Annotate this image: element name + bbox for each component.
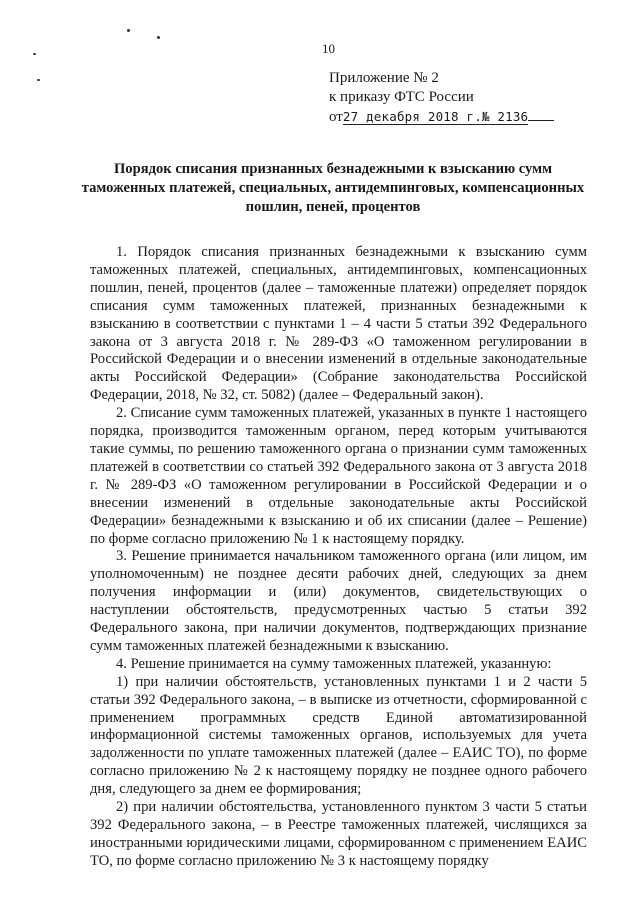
scan-speck: [37, 79, 40, 81]
appendix-date-line: [329, 107, 554, 127]
appendix-date: 27 декабря 2018 г.: [342, 109, 482, 124]
appendix-title: Приложение № 2: [329, 70, 439, 86]
title-line-1: Порядок списания признанных безнадежными к взысканию сумм: [113, 161, 553, 177]
paragraph-1: 1. Порядок списания признанных безнадежными к взысканию сумм таможенных платежей, специальных, антидемпинговых, компенсационных пошлин, пеней, процентов (далее – таможенные платежи) определяет порядок списания сумм таможенных платежей, признанных безнадежными к взысканию в соответствии с пунктами 1 – 4 части 5 статьи 392 Федерального закона от 3 августа 2018 г. № 289-ФЗ «О таможенном регулировании в Российской Федерации и о внесении изменений в отдельные законодательные акты Российской Федерации» (Собрание законодательства Российской Федерации, 2018, № 32, ст. 5082) (далее – Федеральный закон).: [90, 244, 587, 404]
page-number: 10: [322, 41, 335, 56]
appendix-block: [329, 69, 554, 127]
title-line-2: таможенных платежей, специальных, антидемпинговых, компенсационных: [81, 180, 585, 196]
appendix-order-ref: к приказу ФТС России: [329, 89, 474, 105]
paragraph-4: 4. Решение принимается на сумму таможенных платежей, указанную:: [116, 655, 552, 672]
title-line-3: пошлин, пеней, процентов: [245, 199, 421, 215]
paragraph-3: 3. Решение принимается начальником таможенного органа (или лицом, им уполномоченным) не позднее десяти рабочих дней, следующих за днем получения информации и (или) документов, свидетельствующих о наступлении обстоятельств, предусмотренных частью 5 статьи 392 Федерального закона, при наличии документов, подтверждающих признание сумм таможенных платежей безнадежными к взысканию.: [90, 548, 587, 654]
appendix-date-prefix: от: [329, 109, 343, 125]
paragraph-4-item-1: 1) при наличии обстоятельств, установленных пунктами 1 и 2 части 5 статьи 392 Федерального закона, – в выписке из отчетности, сформированной с применением программных средств Единой автоматизированной информационной системы таможенных органов, используемых для учета задолженности по уплате таможенных платежей (далее – ЕАИС ТО), по форме согласно приложению № 2 к настоящему порядку не позднее одного рабочего дня, следующего за днем ее формирования;: [90, 673, 587, 798]
scan-speck: [157, 36, 160, 39]
scan-speck: [127, 29, 130, 32]
document-title: [80, 160, 586, 217]
scan-speck: [33, 53, 36, 55]
document-body: [90, 244, 587, 871]
paragraph-2: 2. Списание сумм таможенных платежей, указанных в пункте 1 настоящего порядка, производится таможенным органом, перед которым учитываются такие суммы, по решению таможенного органа о признании сумм таможенных платежей в соответствии со статьей 392 Федерального закона от 3 августа 2018 г. № 289-ФЗ «О таможенном регулировании в Российской Федерации и о внесении изменений в отдельные законодательные акты Российской Федерации» безнадежными к взысканию и об их списании (далее – Решение) по форме согласно приложению № 1 к настоящему порядку.: [90, 405, 587, 547]
appendix-number: № 2136: [481, 109, 529, 124]
paragraph-4-item-2: 2) при наличии обстоятельства, установленного пунктом 3 части 5 статьи 392 Федерального закона, – в Реестре таможенных платежей, числящихся за иностранными юридическими лицами, сформированном с применением ЕАИС ТО, по форме согласно приложению № 3 к настоящему порядку: [90, 799, 587, 869]
signature-underline: [528, 119, 554, 121]
